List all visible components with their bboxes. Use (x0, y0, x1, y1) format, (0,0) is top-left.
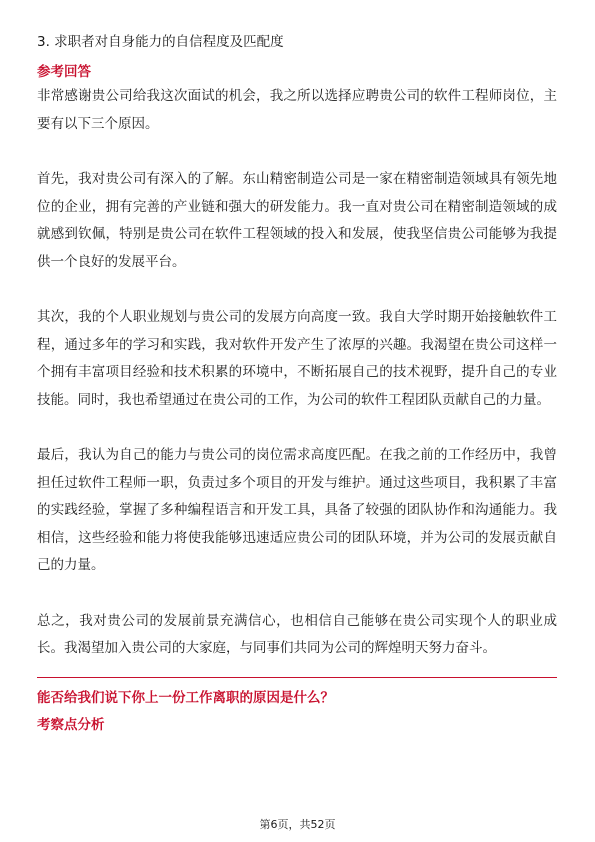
answer-paragraph-last: 最后，我认为自己的能力与贵公司的岗位需求高度匹配。在我之前的工作经历中，我曾担任过软件工程师一职，负责过多个项目的开发与维护。通过这些项目，我积累了丰富的实践经验，掌握了多种编程语言和开发工具，具备了较强的团队协作和沟通能力。我相信，这些经验和能力将使我能够迅速适应贵公司的团队环境，并为公司的发展贡献自己的力量。 (37, 447, 557, 573)
analysis-label: 考察点分析 (37, 716, 105, 733)
answer-paragraph-intro: 非常感谢贵公司给我这次面试的机会，我之所以选择应聘贵公司的软件工程师岗位，主要有以下三个原因。 (37, 88, 557, 132)
section-divider (37, 677, 557, 678)
question-heading: 3. 求职者对自身能力的自信程度及匹配度 (37, 34, 284, 50)
answer-paragraph-second: 其次，我的个人职业规划与贵公司的发展方向高度一致。我自大学时期开始接触软件工程，通过多年的学习和实践，我对软件开发产生了浓厚的兴趣。我渴望在贵公司这样一个拥有丰富项目经验和技术积累的环境中，不断拓展自己的技术视野，提升自己的专业技能。同时，我也希望通过在贵公司的工作，为公司的软件工程团队贡献自己的力量。 (37, 309, 557, 408)
answer-paragraph-first: 首先，我对贵公司有深入的了解。东山精密制造公司是一家在精密制造领域具有领先地位的企业，拥有完善的产业链和强大的研发能力。我一直对贵公司在精密制造领域的成就感到钦佩，特别是贵公司在软件工程领域的投入和发展，使我坚信贵公司能够为我提供一个良好的发展平台。 (37, 171, 557, 270)
page-number: 第6页，共52页 (259, 818, 336, 831)
next-question-heading: 能否给我们说下你上一份工作离职的原因是什么？ (37, 689, 334, 706)
reference-answer-label: 参考回答 (37, 64, 91, 80)
answer-paragraph-conclusion: 总之，我对贵公司的发展前景充满信心，也相信自己能够在贵公司实现个人的职业成长。我渴望加入贵公司的大家庭，与同事们共同为公司的辉煌明天努力奋斗。 (37, 612, 557, 656)
page-content (37, 31, 557, 736)
